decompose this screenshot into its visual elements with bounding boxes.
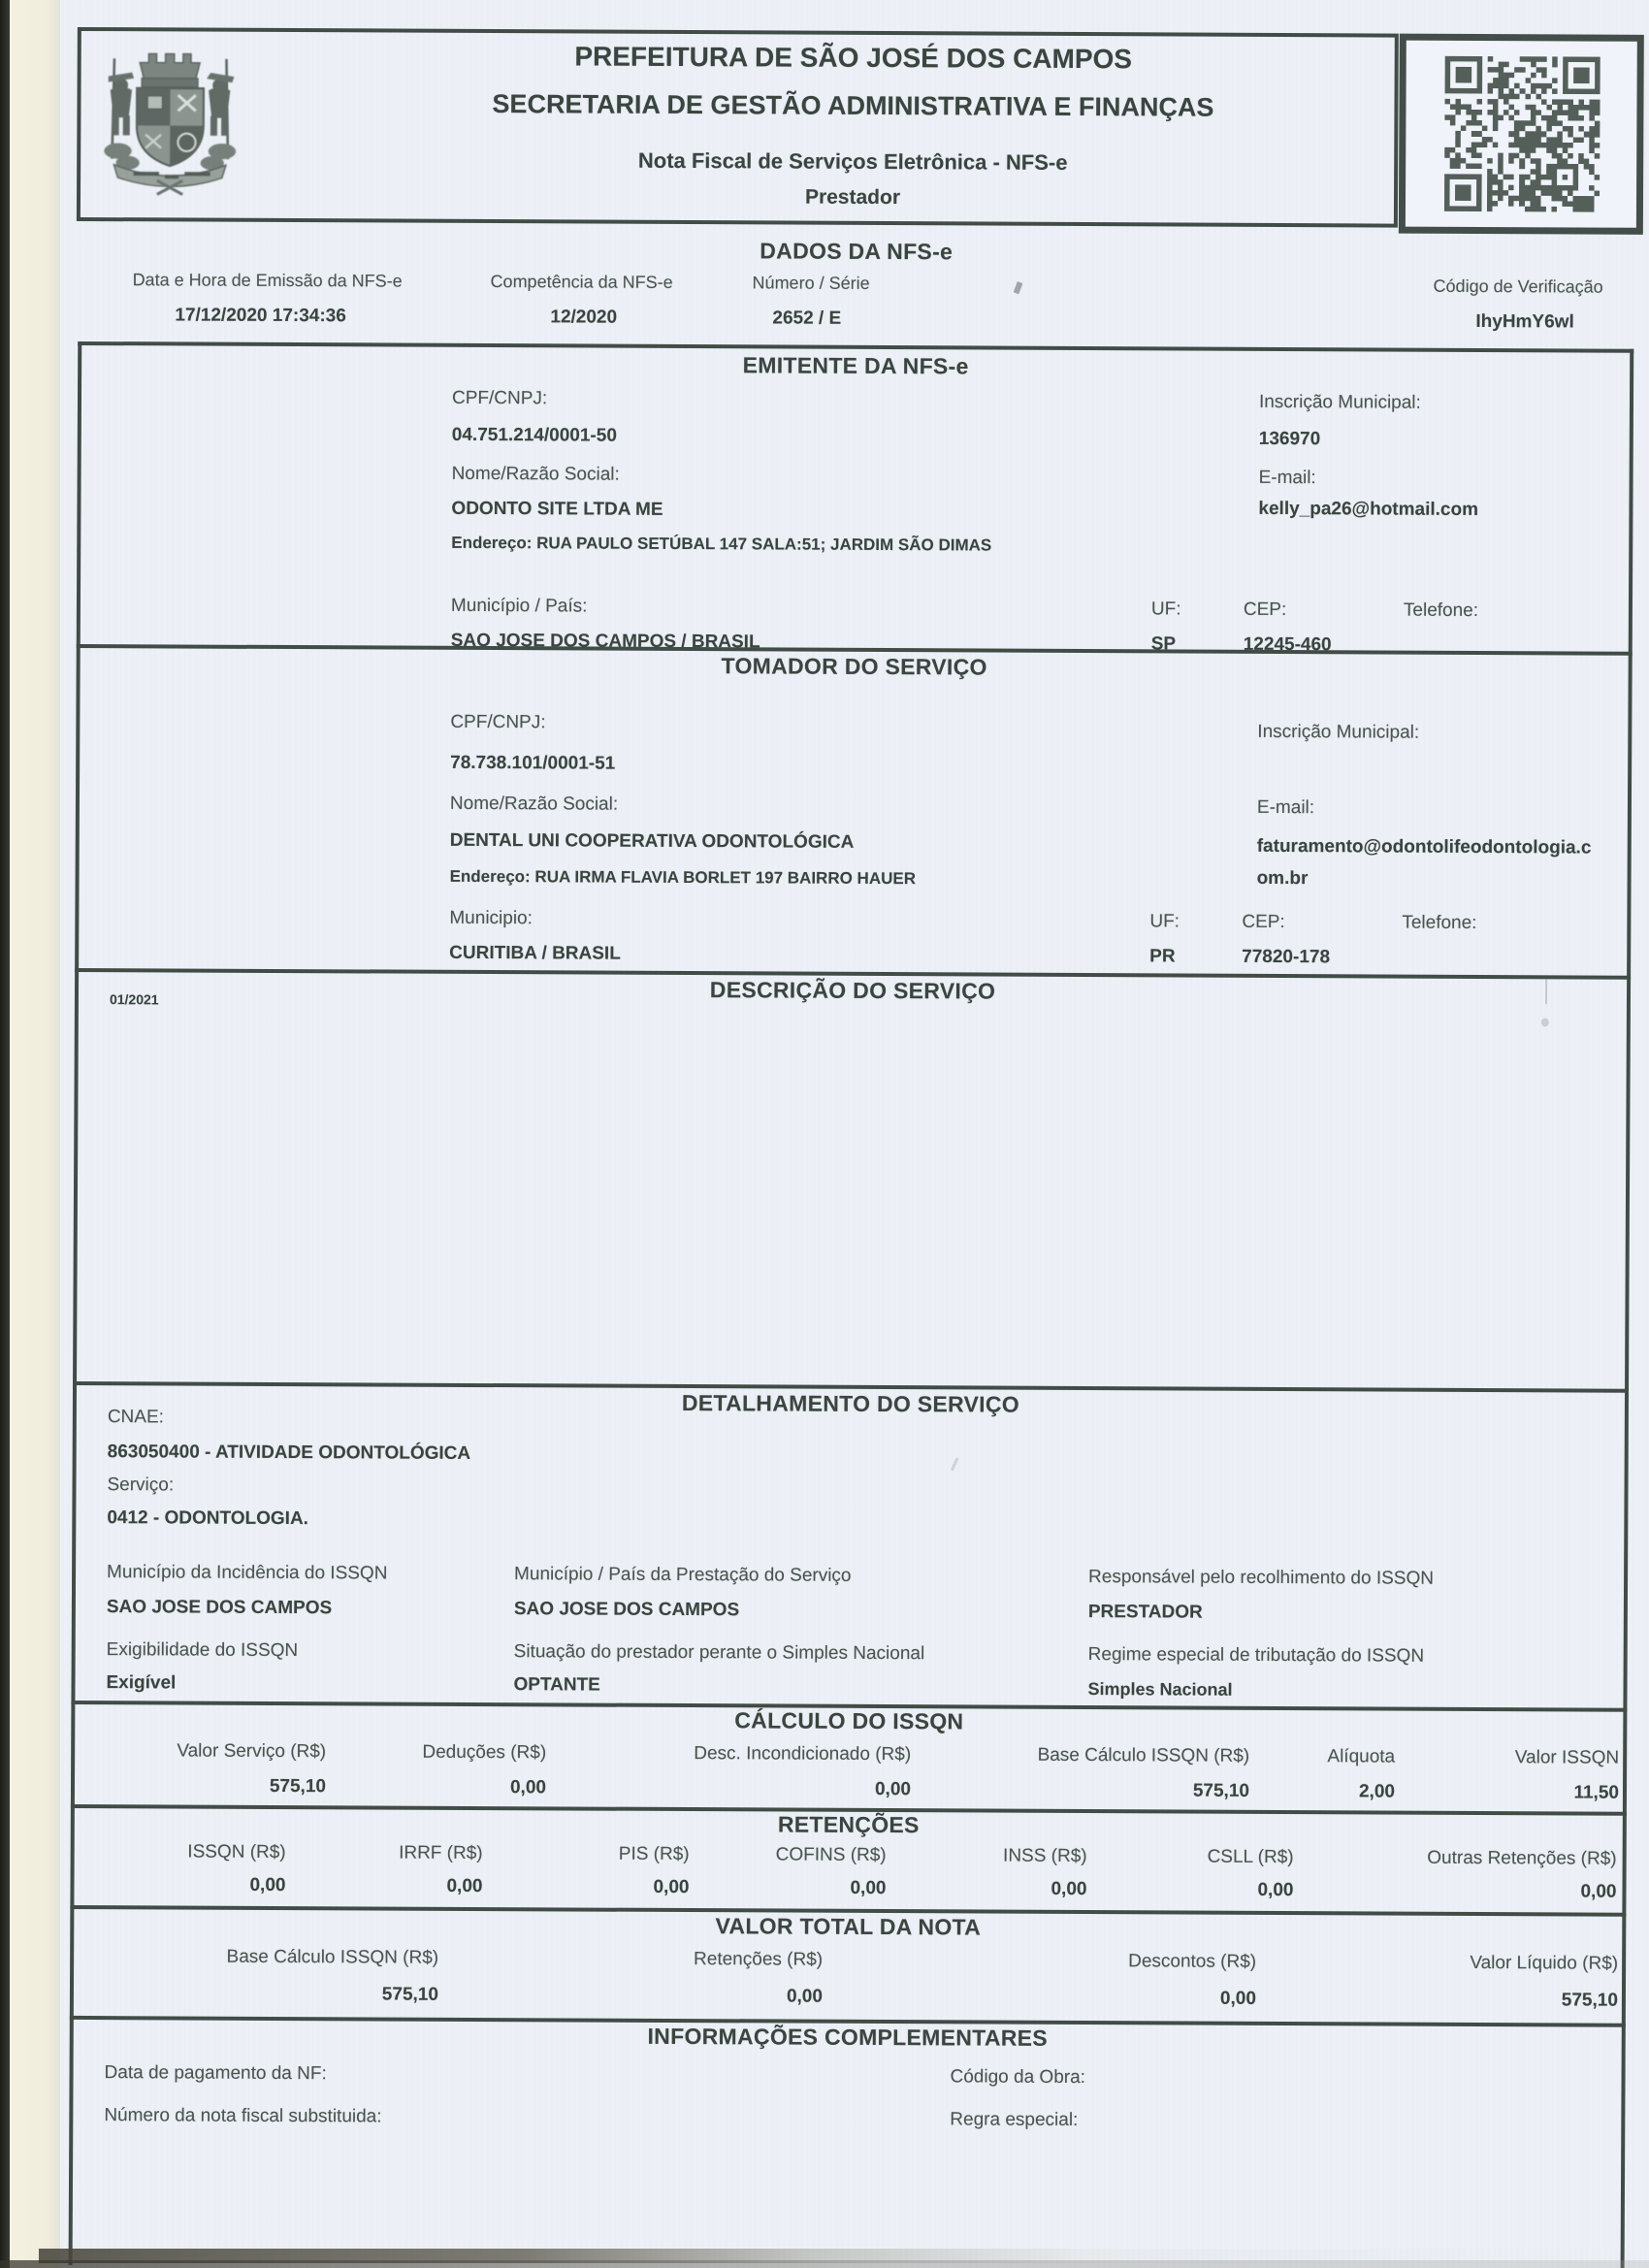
regra-especial-label: Regra especial: — [950, 2109, 1079, 2131]
prestacao-value: SAO JOSE DOS CAMPOS — [513, 1599, 740, 1621]
retencao-label: Outras Retenções (R$) — [1427, 1847, 1617, 1869]
simples-value: OPTANTE — [513, 1674, 600, 1696]
total-retencoes: 0,00 — [786, 1986, 824, 2007]
emitente-endereco: Endereço: RUA PAULO SETÚBAL 147 SALA:51; JARDIM SÃO DIMAS — [451, 533, 992, 555]
retencao-issqn: 0,00 — [249, 1874, 286, 1896]
emitente-inscricao-value: 136970 — [1258, 428, 1321, 450]
aliquota: 2,00 — [1358, 1781, 1396, 1802]
regime-label: Regime especial de tributação do ISSQN — [1087, 1644, 1425, 1667]
emitente-cep-value: 12245-460 — [1243, 633, 1332, 656]
servico-value: 0412 - ODONTOLOGIA. — [107, 1507, 309, 1530]
emitente-cpf-label: CPF/CNPJ: — [451, 387, 548, 409]
competencia: 12/2020 — [550, 307, 618, 328]
dados-field-label: Código de Verificação — [1433, 275, 1603, 297]
descricao-title: DESCRIÇÃO DO SERVIÇO — [709, 977, 996, 1004]
valor-issqn: 11,50 — [1573, 1782, 1620, 1803]
retencao-label: INSS (R$) — [1003, 1845, 1087, 1867]
calculo-label: Alíquota — [1327, 1746, 1396, 1767]
dados-field-label: Competência da NFS-e — [490, 272, 673, 292]
emitente-uf-label: UF: — [1150, 599, 1181, 620]
tomador-cpf-label: CPF/CNPJ: — [450, 711, 546, 733]
detalhamento-title: DETALHAMENTO DO SERVIÇO — [681, 1390, 1020, 1417]
codigo-obra-label: Código da Obra: — [950, 2066, 1086, 2089]
prestacao-label: Município / País da Prestação do Serviço — [514, 1564, 852, 1586]
tomador-municipio-value: CURITIBA / BRASIL — [449, 942, 621, 964]
retencao-label: COFINS (R$) — [775, 1844, 887, 1866]
calculo-label: Base Cálculo ISSQN (R$) — [1037, 1744, 1250, 1766]
incidencia-value: SAO JOSE DOS CAMPOS — [106, 1597, 333, 1619]
simples-label: Situação do prestador perante o Simples Nacional — [513, 1641, 925, 1665]
desc-incondicionado: 0,00 — [874, 1778, 912, 1800]
retencao-label: IRRF (R$) — [399, 1842, 483, 1864]
retencao-csll: 0,00 — [1257, 1879, 1294, 1901]
retencao-label: ISSQN (R$) — [187, 1841, 286, 1863]
total-base-calculo: 575,10 — [381, 1984, 439, 2005]
scan-edge-left-dark — [0, 0, 10, 2268]
header-line1: PREFEITURA DE SÃO JOSÉ DOS CAMPOS — [574, 41, 1133, 75]
servico-label: Serviço: — [107, 1474, 175, 1496]
retencao-outras: 0,00 — [1580, 1881, 1617, 1902]
scan-artifact — [1014, 281, 1023, 294]
tomador-cep-label: CEP: — [1242, 911, 1285, 933]
qr-code-icon — [1444, 56, 1600, 212]
tomador-uf-value: PR — [1149, 946, 1176, 967]
scan-edge-left-cream — [10, 0, 60, 2268]
tomador-nome-value: DENTAL UNI COOPERATIVA ODONTOLÓGICA — [449, 829, 855, 853]
tomador-cep-value: 77820-178 — [1242, 946, 1331, 968]
calculo-label: Deduções (R$) — [422, 1741, 547, 1764]
total-label: Base Cálculo ISSQN (R$) — [226, 1946, 439, 1968]
total-label: Retenções (R$) — [694, 1949, 824, 1970]
scan-edge-bottom-line — [0, 2260, 1649, 2268]
emitente-email-label: E-mail: — [1258, 467, 1316, 489]
main-box — [69, 341, 1634, 2268]
emitente-cpf-value: 04.751.214/0001-50 — [451, 424, 617, 446]
header-line3: Nota Fiscal de Serviços Eletrônica - NFS-e — [637, 147, 1068, 175]
descricao-content: 01/2021 — [109, 991, 159, 1008]
dados-field-label: Número / Série — [752, 273, 870, 293]
cnae-value: 863050400 - ATIVIDADE ODONTOLÓGICA — [107, 1442, 471, 1464]
emitente-nome-label: Nome/Razão Social: — [451, 463, 620, 485]
header-line2: SECRETARIA DE GESTÃO ADMINISTRATIVA E FINANÇAS — [492, 89, 1214, 122]
retencoes-title: RETENÇÕES — [777, 1811, 920, 1838]
emitente-municipio-label: Município / País: — [450, 595, 588, 617]
retencao-label: PIS (R$) — [618, 1843, 690, 1865]
data-pagamento-label: Data de pagamento da NF: — [104, 2062, 327, 2085]
tomador-municipio-label: Municipio: — [449, 907, 533, 929]
retencao-pis: 0,00 — [653, 1876, 690, 1898]
emitente-inscricao-label: Inscrição Municipal: — [1258, 391, 1421, 413]
scan-artifact — [1545, 979, 1547, 1004]
header-line4: Prestador — [804, 185, 901, 210]
tomador-telefone-label: Telefone: — [1402, 912, 1477, 934]
valor-total-title: VALOR TOTAL DA NOTA — [715, 1913, 982, 1940]
calculo-title: CÁLCULO DO ISSQN — [734, 1707, 964, 1734]
retencao-inss: 0,00 — [1051, 1878, 1087, 1900]
retencao-irrf: 0,00 — [446, 1875, 483, 1897]
tomador-inscricao-label: Inscrição Municipal: — [1257, 721, 1420, 743]
emitente-telefone-label: Telefone: — [1403, 599, 1479, 622]
informacoes-title: INFORMAÇÕES COMPLEMENTARES — [647, 2023, 1049, 2051]
dados-field-label: Data e Hora de Emissão da NFS-e — [132, 270, 403, 291]
total-label: Valor Líquido (R$) — [1470, 1952, 1619, 1974]
emission-datetime: 17/12/2020 17:34:36 — [175, 305, 346, 327]
tomador-email-label: E-mail: — [1256, 796, 1315, 819]
verification-code: IhyHmY6wl — [1475, 310, 1574, 333]
tomador-email-value: faturamento@odontolifeodontologia.com.br — [1256, 835, 1592, 890]
tomador-nome-label: Nome/Razão Social: — [449, 793, 619, 815]
tomador-uf-label: UF: — [1149, 911, 1180, 932]
tomador-endereco: Endereço: RUA IRMA FLAVIA BORLET 197 BAIRRO HAUER — [449, 866, 917, 889]
total-label: Descontos (R$) — [1128, 1951, 1257, 1972]
regime-value: Simples Nacional — [1087, 1679, 1233, 1700]
retencao-label: CSLL (R$) — [1207, 1846, 1294, 1868]
emitente-email-value: kelly_pa26@hotmail.com — [1258, 498, 1479, 521]
calculo-label: Desc. Incondicionado (R$) — [694, 1743, 912, 1766]
retencao-cofins: 0,00 — [850, 1877, 887, 1899]
total-liquido: 575,10 — [1561, 1990, 1618, 2011]
exigibilidade-value: Exigível — [106, 1672, 177, 1694]
numero-serie: 2652 / E — [772, 308, 842, 329]
tomador-cpf-value: 78.738.101/0001-51 — [450, 752, 616, 774]
deducoes: 0,00 — [509, 1777, 547, 1798]
tomador-title: TOMADOR DO SERVIÇO — [721, 653, 987, 680]
nota-substituida-label: Número da nota fiscal substituida: — [104, 2105, 382, 2127]
emitente-municipio-value: SAO JOSE DOS CAMPOS / BRASIL — [450, 630, 760, 653]
cnae-label: CNAE: — [107, 1407, 164, 1428]
responsavel-label: Responsável pelo recolhimento do ISSQN — [1088, 1567, 1435, 1589]
scan-artifact — [1541, 1018, 1549, 1026]
qr-code-box — [1399, 34, 1644, 235]
incidencia-label: Município da Incidência do ISSQN — [107, 1562, 388, 1584]
emitente-nome-value: ODONTO SITE LTDA ME — [451, 498, 663, 520]
responsavel-value: PRESTADOR — [1087, 1602, 1203, 1623]
emitente-title: EMITENTE DA NFS-e — [742, 352, 969, 379]
emitente-uf-value: SP — [1150, 633, 1177, 655]
calculo-label: Valor ISSQN — [1514, 1747, 1620, 1768]
base-calculo: 575,10 — [1192, 1780, 1250, 1801]
exigibilidade-label: Exigibilidade do ISSQN — [106, 1639, 299, 1662]
total-descontos: 0,00 — [1219, 1988, 1256, 2009]
emitente-cep-label: CEP: — [1243, 599, 1287, 621]
calculo-label: Valor Serviço (R$) — [177, 1740, 327, 1763]
valor-servico: 575,10 — [269, 1775, 327, 1798]
dados-title: DADOS DA NFS-e — [760, 238, 954, 265]
